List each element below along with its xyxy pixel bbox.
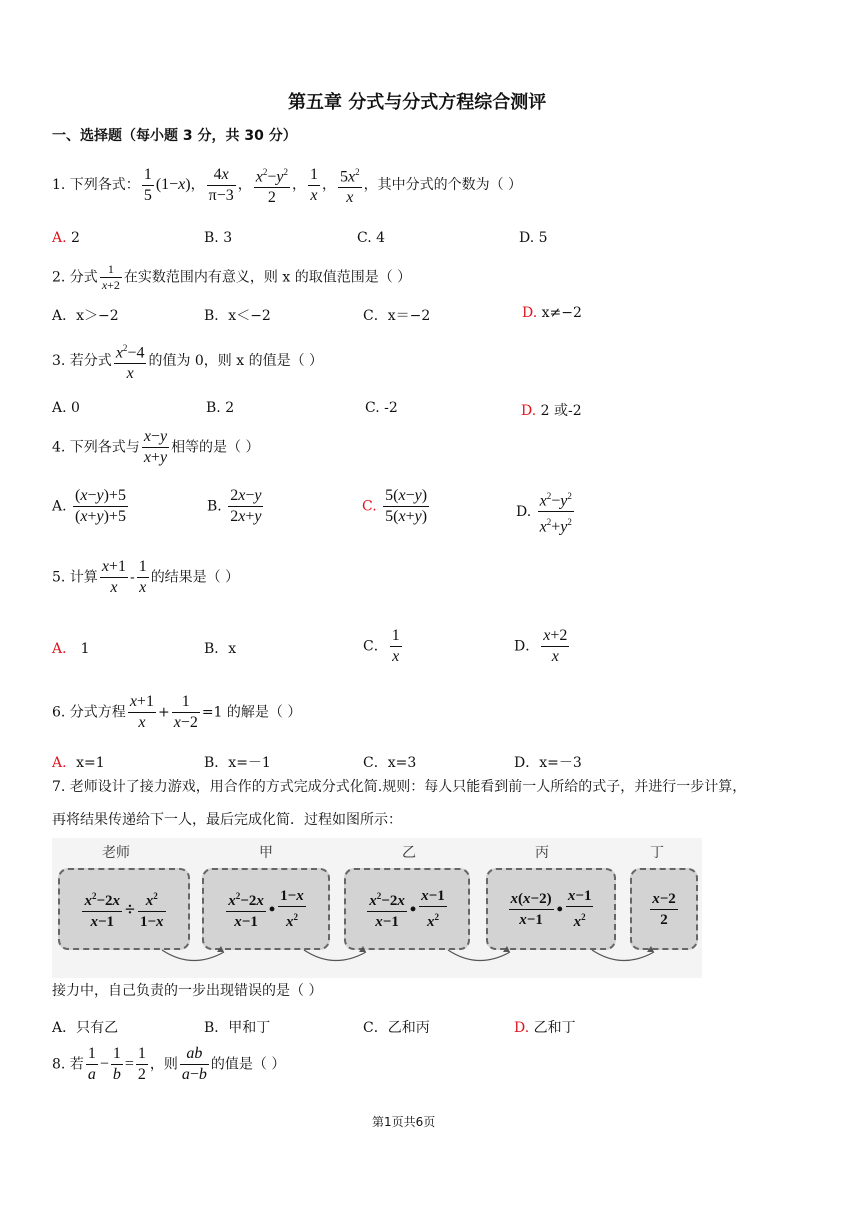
q4-b-expr: $\frac{2x-y}{2x+y}$ (230, 487, 262, 525)
arrowhead-2 (359, 946, 366, 952)
q5-option-b[interactable]: B．x (204, 641, 237, 657)
question-4-stem: 4. 下列各式与 (52, 439, 140, 456)
question-5-tail: 的结果是（ ） (150, 569, 240, 586)
question-1-stem: 1. 下列各式： (52, 177, 140, 194)
question-2-stem: 2. 分式 (52, 269, 98, 286)
expr-xy-ratio: $\frac{x-y}{x+y}$ (143, 428, 168, 466)
expr-1-over-x: $\frac{1}{x}$ (138, 558, 147, 596)
q4-option-d[interactable]: D. $\frac{x^2-y^2}{x^2+y^2}$ (516, 486, 576, 538)
relay-box-bing: $\frac{x(x-2)}{x-1}$ • $\frac{x-1}{x^2}$ (486, 868, 616, 950)
question-6: 6. 分式方程 $\frac{x+1}{x}$ + $\frac{1}{x-2}$ =1 的解是（ ） (52, 693, 302, 731)
q1-option-c[interactable]: C. 4 (357, 230, 386, 246)
relay-box-yi: $\frac{x^2-2x}{x-1}$ • $\frac{x-1}{x^2}$ (344, 868, 470, 950)
arrow-4 (592, 950, 654, 961)
question-4-tail: 相等的是（ ） (171, 439, 260, 456)
expr-1-over-x-2: $\frac{1}{x-2}$ (173, 693, 198, 731)
q2-option-b[interactable]: B．x＜−2 (204, 308, 271, 324)
question-3-tail: 的值为 0，则 x 的值是（ ） (148, 353, 324, 370)
expr-1-x: $\frac{1}{x}$ (309, 165, 318, 204)
relay-diagram (52, 838, 702, 978)
question-8-tail: 的值是（ ） (210, 1056, 286, 1073)
q3-option-d[interactable]: D. 2 或-2 (521, 403, 582, 419)
expr-1-5: $\frac{1}{5}$ (143, 165, 152, 204)
role-label-jia: 甲 (259, 845, 273, 861)
question-7-prompt: 接力中，自己负责的一步出现错误的是（ ） (52, 983, 323, 999)
question-3 (52, 338, 323, 384)
question-7-line-2: 再将结果传递给下一人，最后完成化简．过程如图所示： (52, 812, 402, 828)
section-heading: 一、选择题（每小题 3 分，共 30 分） (52, 128, 297, 144)
relay-arrows (52, 838, 702, 978)
q2-option-d[interactable]: D. x≠−2 (522, 305, 582, 321)
arrowhead-1 (217, 946, 224, 952)
q6-option-d[interactable]: D．x=－3 (514, 755, 582, 771)
question-8-stem: 8. 若 (52, 1056, 84, 1073)
arrow-1 (162, 950, 224, 961)
q6-option-b[interactable]: B．x=－1 (204, 755, 271, 771)
question-5-stem: 5. 计算 (52, 569, 98, 586)
q1-option-b[interactable]: B. 3 (204, 230, 233, 246)
expr-4x-pi: $\frac{4x}{\pi-3}$ (208, 165, 234, 204)
role-label-yi: 乙 (402, 845, 416, 861)
expr-x2-4-x: $\frac{x^2-4}{x}$ (114, 338, 147, 384)
q5-d-expr: $\frac{x+2}{x}$ (543, 627, 568, 665)
question-6-tail: =1 的解是（ ） (201, 704, 302, 721)
q3-option-c[interactable]: C. -2 (365, 400, 398, 416)
question-2-tail: 在实数范围内有意义，则 x 的取值范围是（ ） (123, 269, 412, 286)
q4-option-a[interactable]: A. $\frac{(x-y)+5}{(x+y)+5}$ (52, 487, 126, 525)
q7-option-b[interactable]: B．甲和丁 (204, 1020, 271, 1036)
page-footer: 第1页共6页 (372, 1115, 436, 1129)
q5-option-c[interactable]: C． $\frac{1}{x}$ (363, 627, 400, 665)
expr-ab-over-a-b: $\frac{ab}{a-b}$ (181, 1045, 207, 1083)
expr-1-x2: $\frac{1}{x+2}$ (101, 262, 120, 292)
q1-option-d[interactable]: D. 5 (519, 230, 548, 246)
question-1-tail: ，其中分式的个数为（ ） (363, 177, 523, 194)
arrow-2 (304, 950, 366, 961)
arrowhead-4 (647, 946, 654, 952)
q7-option-c[interactable]: C．乙和丙 (363, 1020, 430, 1036)
expr-x1-over-x: $\frac{x+1}{x}$ (129, 693, 154, 731)
role-label-bing: 丙 (535, 845, 549, 861)
arrow-3 (448, 950, 510, 961)
question-7-line-1: 7. 老师设计了接力游戏，用合作的方式完成分式化简.规则：每人只能看到前一人所给的式子，并进行一步计算， (52, 779, 747, 795)
question-4 (52, 427, 260, 468)
question-8: 8. 若 $\frac{1}{a}$ − $\frac{1}{b}$ = $\frac{1}{2}$ ，则 $\frac{ab}{a-b}$ 的值是（ ） (52, 1045, 286, 1083)
q5-option-a[interactable]: A． 1 (52, 641, 90, 657)
relay-box-ding: $\frac{x-2}{2}$ (630, 868, 698, 950)
question-5: 5. 计算 $\frac{x+1}{x}$ - $\frac{1}{x}$ 的结果是（ ） (52, 558, 240, 596)
question-2 (52, 262, 411, 293)
q5-option-d[interactable]: D． $\frac{x+2}{x}$ (514, 627, 568, 665)
q6-option-a[interactable]: A．x=1 (52, 755, 105, 771)
q4-d-expr: $\frac{x^2-y^2}{x^2+y^2}$ (538, 486, 574, 538)
arrowhead-3 (503, 946, 510, 952)
question-1: 1. 下列各式： $\frac{1}{5}$ (1−x)， $\frac{4x}{\pi-3}$ ， $\frac{x^2-y^2}{2}$ ， $\frac{1}{x}$ ， $\frac{5x^2}{x}$ ，其中分式的个数为（ ） (52, 162, 522, 208)
question-3-stem: 3. 若分式 (52, 353, 112, 370)
q2-option-c[interactable]: C．x＝−2 (363, 308, 431, 324)
q4-option-b[interactable]: B. $\frac{2x-y}{2x+y}$ (207, 487, 262, 525)
q4-option-c[interactable]: C. $\frac{5(x-y)}{5(x+y)}$ (362, 487, 428, 525)
q3-option-b[interactable]: B. 2 (206, 400, 235, 416)
q4-a-expr: $\frac{(x-y)+5}{(x+y)+5}$ (75, 487, 126, 525)
expr-5x2-x: $\frac{5x^2}{x}$ (338, 162, 362, 208)
q1-option-a[interactable]: A. 2 (52, 230, 80, 246)
q6-option-c[interactable]: C．x=3 (363, 755, 417, 771)
q2-option-a[interactable]: A．x＞−2 (52, 308, 119, 324)
question-6-stem: 6. 分式方程 (52, 704, 126, 721)
role-label-teacher: 老师 (102, 845, 130, 861)
q7-option-d[interactable]: D. 乙和丁 (514, 1020, 576, 1036)
relay-box-jia: $\frac{x^2-2x}{x-1}$ • $\frac{1-x}{x^2}$ (202, 868, 330, 950)
q5-c-expr: $\frac{1}{x}$ (391, 627, 400, 665)
expr-x1-x: $\frac{x+1}{x}$ (101, 558, 126, 596)
q4-c-expr: $\frac{5(x-y)}{5(x+y)}$ (385, 487, 428, 525)
expr-x2y2-2: $\frac{x^2-y^2}{2}$ (254, 162, 290, 208)
q7-option-a[interactable]: A．只有乙 (52, 1020, 119, 1036)
role-label-ding: 丁 (650, 845, 664, 861)
relay-box-teacher: $\frac{x^2-2x}{x-1}$ ÷ $\frac{x^2}{1-x}$ (58, 868, 190, 950)
q3-option-a[interactable]: A. 0 (52, 400, 80, 416)
page-title: 第五章 分式与分式方程综合测评 (288, 92, 547, 113)
